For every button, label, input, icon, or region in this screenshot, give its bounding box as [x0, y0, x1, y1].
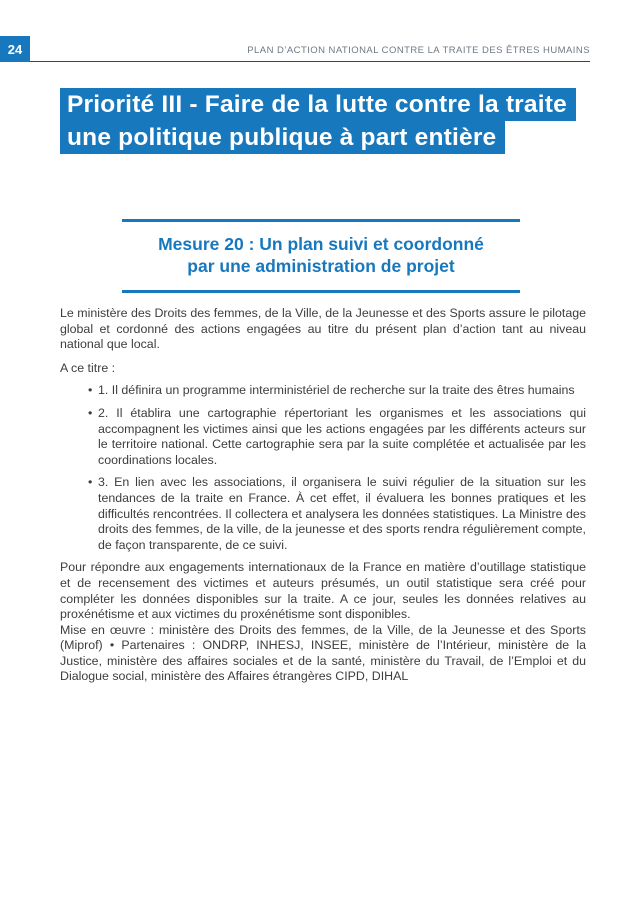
header-rule [0, 61, 590, 62]
priority-title-line-1: Priorité III - Faire de la lutte contre la traite [60, 88, 576, 121]
page-number-badge: 24 [0, 36, 30, 62]
body-paragraph-statistics: Pour répondre aux engagements internationaux de la France en matière d’outillage statistique et de recensement des victimes et auteurs présumés, un outil statistique sera créé pour compléter les données disponibles sur la traite. A ce jour, seules les données relatives au proxénétisme et aux victimes du proxénétisme sont disponibles. [60, 560, 586, 622]
measure-heading [122, 219, 520, 293]
bullet-list [60, 383, 586, 553]
body-content [60, 306, 586, 685]
priority-title-banner [60, 88, 576, 154]
bullet-icon: • [88, 475, 93, 490]
list-item [88, 383, 586, 399]
priority-title-line-2: une politique publique à part entière [60, 121, 505, 154]
list-item-text: 3. En lien avec les associations, il organisera le suivi régulier de la situation sur les tendances de la traite en France. À cet effet, il évaluera les bonnes pratiques et les difficultés rencontrées. Il collectera et analysera les données statistiques. La Ministre des droits des femmes, de la ville, de la jeunesse et des sports rendra régulièrement compte, de façon transparente, de ce suivi. [98, 475, 586, 552]
bullet-icon: • [88, 383, 93, 398]
measure-heading-line-2: par une administration de projet [187, 256, 455, 276]
list-item [88, 406, 586, 468]
implementation-note: Mise en œuvre : ministère des Droits des femmes, de la Ville, de la Jeunesse et des Sports (Miprof) • Partenaires : ONDRP, INHESJ, INSEE, ministère de l’Intérieur, ministère de la Justice, ministère des affaires sociales et de la santé, ministère du Travail, de l’Emploi et du Dialogue social, ministère des Affaires étrangères CIPD, DIHAL [60, 622, 586, 684]
body-paragraph-lead: Le ministère des Droits des femmes, de la Ville, de la Jeunesse et des Sports assure le pilotage global et cordonné des actions engagées au titre du présent plan d’action tant au niveau national que local. [60, 306, 586, 352]
list-item-text: 1. Il définira un programme interministériel de recherche sur la traite des êtres humains [98, 383, 575, 398]
measure-heading-line-1: Mesure 20 : Un plan suivi et coordonné [158, 234, 484, 254]
bullet-icon: • [88, 405, 93, 420]
list-item [88, 475, 586, 553]
list-item-text: 2. Il établira une cartographie répertoriant les organismes et les associations qui accompagnent les victimes ainsi que les actions engagées par les différents acteurs sur le territoire national. Cette cartographie sera par la suite complétée et actualisée par les coordinations locales. [98, 405, 586, 467]
header-title: PLAN D’ACTION NATIONAL CONTRE LA TRAITE DES ÊTRES HUMAINS [247, 45, 590, 56]
body-paragraph-intro: A ce titre : [60, 360, 116, 375]
